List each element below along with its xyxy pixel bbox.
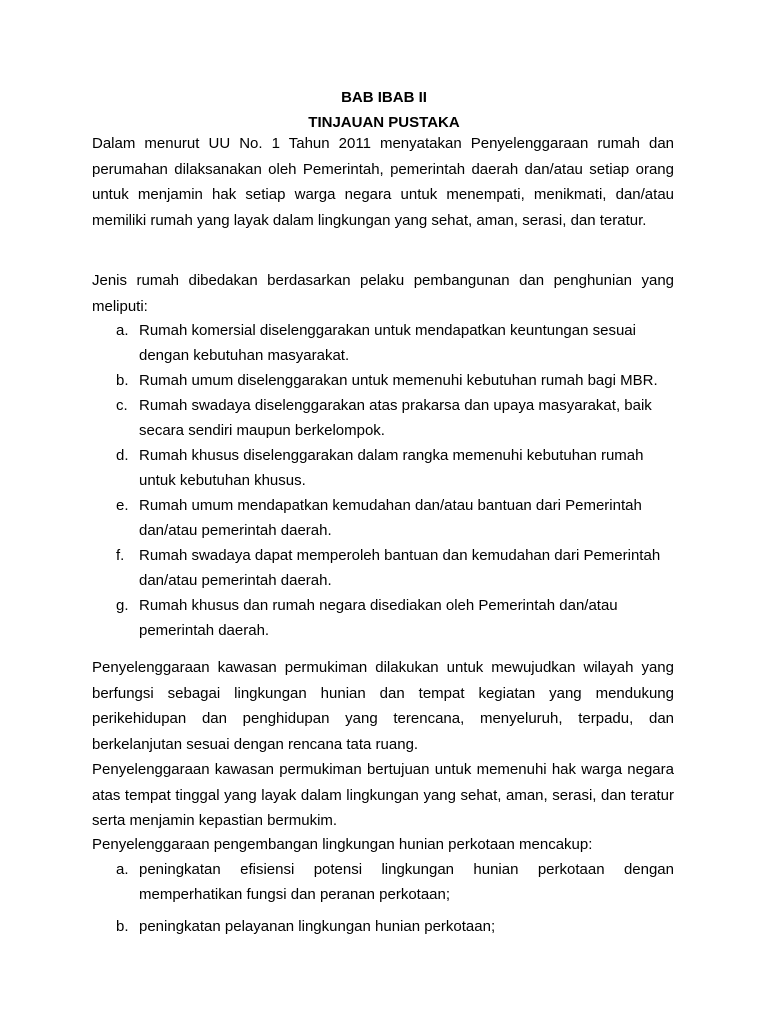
list-marker: b.: [116, 918, 129, 935]
list-item: [92, 443, 674, 493]
list-item-text: Rumah umum diselenggarakan untuk memenuhi kebutuhan rumah bagi MBR.: [139, 372, 658, 389]
list-item-text: Rumah khusus dan rumah negara disediakan oleh Pemerintah dan/atau pemerintah daerah.: [139, 597, 618, 639]
house-types-list: [92, 318, 674, 643]
list-item: [92, 593, 674, 643]
paragraph-settlement-purpose: Penyelenggaraan kawasan permukiman bertujuan untuk memenuhi hak warga negara atas tempat tinggal yang layak dalam lingkungan yang sehat, aman, serasi, dan teratur serta menjamin kepastian bermukim.: [92, 761, 674, 829]
list-item-text: Rumah khusus diselenggarakan dalam rangka memenuhi kebutuhan rumah untuk kebutuhan khusus.: [139, 447, 644, 489]
list-item: [92, 318, 674, 368]
list-marker: a.: [116, 861, 129, 878]
paragraph-settlement-implementation: Penyelenggaraan kawasan permukiman dilakukan untuk mewujudkan wilayah yang berfungsi sebagai lingkungan hunian dan tempat kegiatan yang mendukung perikehidupan dan penghidupan yang terencana, menyeluruh, terpadu, dan berkelanjutan sesuai dengan rencana tata ruang.: [92, 659, 674, 753]
list-marker: b.: [116, 372, 129, 389]
list-marker: d.: [116, 447, 129, 464]
list-item-text: peningkatan pelayanan lingkungan hunian perkotaan;: [139, 918, 496, 935]
list-item: [92, 543, 674, 593]
list-item-text: Rumah komersial diselenggarakan untuk mendapatkan keuntungan sesuai dengan kebutuhan masyarakat.: [139, 322, 636, 364]
list-item: [92, 914, 674, 939]
list-item-text: Rumah swadaya dapat memperoleh bantuan dan kemudahan dari Pemerintah dan/atau pemerintah daerah.: [139, 547, 661, 589]
list-item: [92, 393, 674, 443]
paragraph-urban-development-intro: Penyelenggaraan pengembangan lingkungan hunian perkotaan mencakup:: [92, 836, 593, 853]
paragraph-house-types-intro: Jenis rumah dibedakan berdasarkan pelaku pembangunan dan penghunian yang meliputi:: [92, 272, 674, 315]
list-marker: c.: [116, 397, 128, 414]
list-item: [92, 493, 674, 543]
list-marker: a.: [116, 322, 129, 339]
list-item: [92, 368, 674, 393]
section-title: TINJAUAN PUSTAKA: [308, 114, 460, 131]
list-item-text: peningkatan efisiensi potensi lingkungan hunian perkotaan dengan memperhatikan fungsi dan peranan perkotaan;: [139, 861, 674, 903]
chapter-title: BAB IBAB II: [341, 89, 427, 106]
list-marker: g.: [116, 597, 129, 614]
list-item-text: Rumah umum mendapatkan kemudahan dan/atau bantuan dari Pemerintah dan/atau pemerintah daerah.: [139, 497, 642, 539]
list-marker: f.: [116, 547, 125, 564]
urban-development-list: [92, 857, 674, 939]
list-item-text: Rumah swadaya diselenggarakan atas prakarsa dan upaya masyarakat, baik secara sendiri maupun berkelompok.: [139, 397, 652, 439]
list-marker: e.: [116, 497, 129, 514]
list-item: [92, 857, 674, 907]
paragraph-uu-definition: Dalam menurut UU No. 1 Tahun 2011 menyatakan Penyelenggaraan rumah dan perumahan dilaksanakan oleh Pemerintah, pemerintah daerah dan/atau setiap orang untuk menjamin hak setiap warga negara untuk menempati, menikmati, dan/atau memiliki rumah yang layak dalam lingkungan yang sehat, aman, serasi, dan teratur.: [92, 135, 674, 229]
